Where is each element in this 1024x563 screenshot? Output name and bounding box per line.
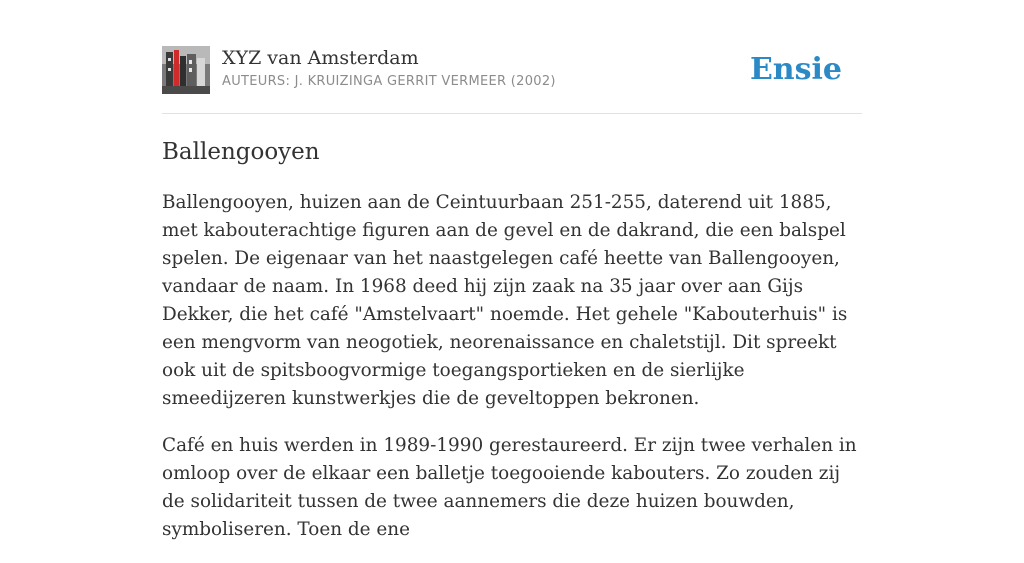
book-cover-image [162, 46, 210, 94]
ensie-logo[interactable]: Ensie [749, 52, 842, 87]
header-divider [162, 113, 862, 114]
book-authors: AUTEURS: J. KRUIZINGA GERRIT VERMEER (2002) [222, 74, 556, 89]
entry-paragraph: Ballengooyen, huizen aan de Ceintuurbaan 251-255, daterend uit 1885, met kabouterachtige figuren aan de gevel en de dakrand, die een balspel spelen. De eigenaar van het naastgelegen café heette van Ballengooyen, vandaar de naam. In 1968 deed hij zijn zaak na 35 jaar over aan Gijs Dekker, die het café "Amstelvaart" noemde. Het gehele "Kabouterhuis" is een mengvorm van neogotiek, neorenaissance en chaletstijl. Dit spreekt ook uit de spitsboogvormige toegangsportieken en de sierlijke smeedijzeren kunstwerkjes die de geveltoppen bekronen. [162, 192, 848, 409]
book-header [162, 46, 862, 96]
book-cover-avatar[interactable] [162, 46, 210, 94]
entry-paragraph: Café en huis werden in 1989-1990 gerestaureerd. Er zijn twee verhalen in omloop over de elkaar een balletje toegooiende kabouters. Zo zouden zij de solidariteit tussen de twee aannemers die deze huizen bouwden, symboliseren. Toen de ene [162, 435, 857, 540]
entry-title: Ballengooyen [162, 139, 320, 165]
book-title[interactable]: XYZ van Amsterdam [222, 47, 419, 69]
entry-content [162, 189, 864, 563]
